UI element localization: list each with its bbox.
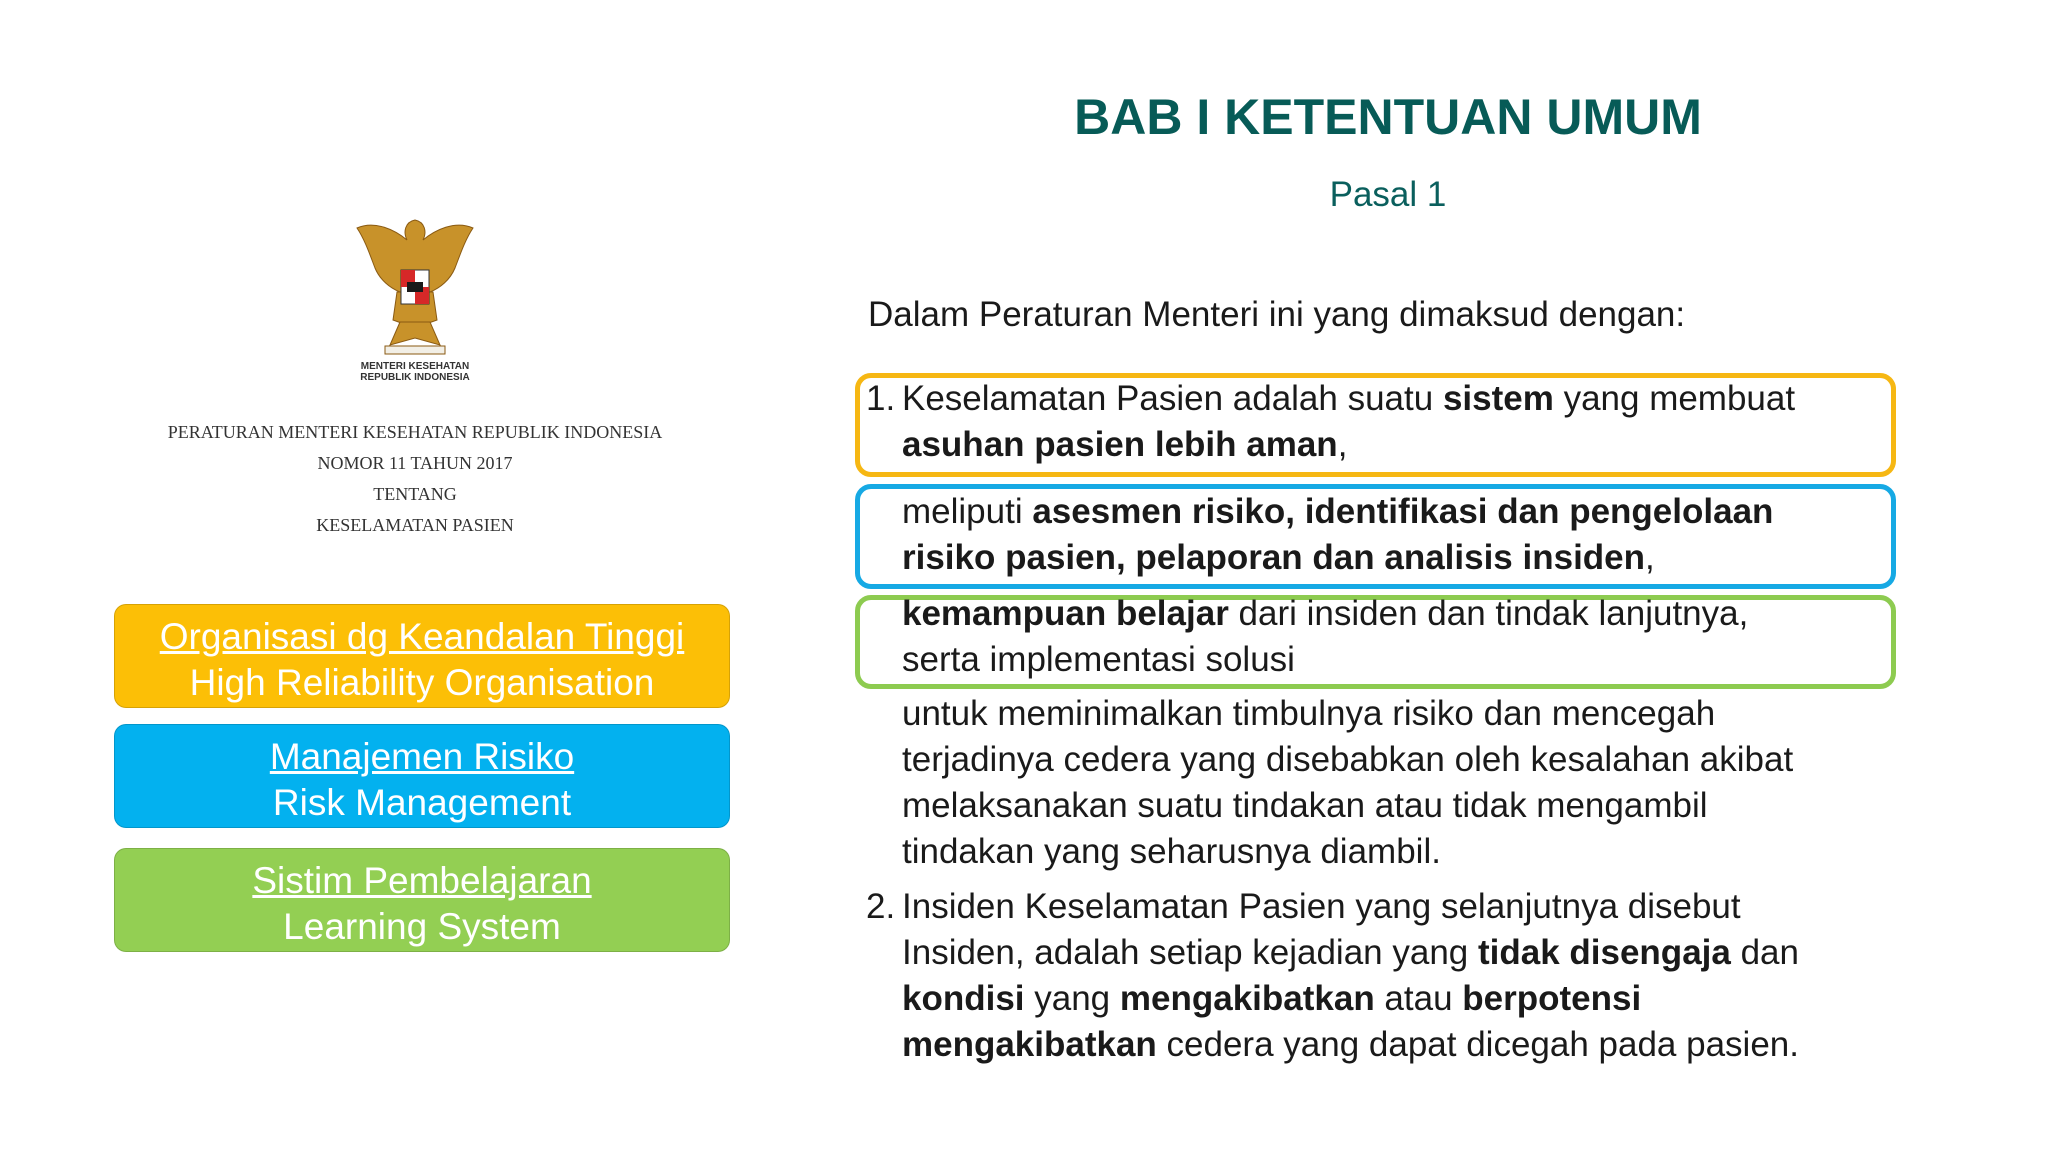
regulation-line1: PERATURAN MENTERI KESEHATAN REPUBLIK INDONESIA <box>167 422 663 442</box>
item1-line3 <box>902 489 1773 535</box>
item2-line3-d: atau <box>1374 979 1463 1018</box>
emblem-caption-line1: MENTERI KESEHATAN <box>360 361 470 372</box>
item1-line5 <box>902 591 1748 637</box>
item1-number: 1. <box>866 379 896 418</box>
item2-line2-c: dan <box>1730 933 1799 972</box>
item1-line1-c: yang membuat <box>1553 379 1796 418</box>
item2-number: 2. <box>866 887 896 926</box>
intro-text: Dalam Peraturan Menteri ini yang dimaksud dengan: <box>868 295 1686 334</box>
chapter-heading: BAB I KETENTUAN UMUM <box>1074 89 1702 145</box>
item1-line10: tindakan yang seharusnya diambil. <box>902 832 1441 871</box>
item1-line2-b: , <box>1337 425 1348 464</box>
item1-line5-a: kemampuan belajar <box>902 594 1229 633</box>
risk-management-box-english: Risk Management <box>272 782 572 823</box>
emblem-caption <box>300 361 530 383</box>
item1-line4 <box>902 535 1655 581</box>
item1-line3-a: meliputi <box>902 492 1033 531</box>
risk-management-box-indonesian[interactable]: Manajemen Risiko <box>269 736 575 777</box>
item2-line3-e: berpotensi <box>1462 979 1642 1018</box>
item1-line7: untuk meminimalkan timbulnya risiko dan mencegah <box>902 694 1716 733</box>
item1-line4-a: risiko pasien, pelaporan dan analisis insiden <box>902 538 1646 577</box>
hro-box-indonesian[interactable]: Organisasi dg Keandalan Tinggi <box>159 616 685 657</box>
item2-line3-b: yang <box>1024 979 1120 1018</box>
emblem-caption-line2: REPUBLIK INDONESIA <box>360 372 470 383</box>
risk-management-box <box>114 724 730 828</box>
hro-box-english: High Reliability Organisation <box>189 662 655 703</box>
item2-line4 <box>902 1022 1799 1068</box>
learning-system-box-english: Learning System <box>283 906 561 947</box>
item1-line2 <box>902 422 1347 468</box>
item1-line1-b: sistem <box>1442 379 1554 418</box>
hro-box <box>114 604 730 708</box>
item1-line1 <box>902 376 1795 422</box>
item2-line2-b: tidak disengaja <box>1477 933 1731 972</box>
item1-line4-b: , <box>1645 538 1655 577</box>
item2-line2-a: Insiden, adalah setiap kejadian yang <box>902 933 1478 972</box>
item2-line3-c: mengakibatkan <box>1119 979 1375 1018</box>
item2-line3 <box>902 976 1641 1022</box>
regulation-line2: NOMOR 11 TAHUN 2017 <box>317 453 513 473</box>
item1-line5-b: dari insiden dan tindak lanjutnya, <box>1228 594 1749 633</box>
item2-line2 <box>902 930 1799 976</box>
item1-line1-a: Keselamatan Pasien adalah suatu <box>902 379 1443 418</box>
item1-line9: melaksanakan suatu tindakan atau tidak mengambil <box>902 786 1708 825</box>
learning-system-box-indonesian[interactable]: Sistim Pembelajaran <box>252 860 592 901</box>
item1-line8: terjadinya cedera yang disebabkan oleh kesalahan akibat <box>902 740 1794 779</box>
item1-line6: serta implementasi solusi <box>902 640 1295 679</box>
item1-line3-b: asesmen risiko, identifikasi dan pengelolaan <box>1032 492 1774 531</box>
garuda-emblem-icon <box>345 210 485 360</box>
item2-line4-a: mengakibatkan <box>902 1025 1157 1064</box>
article-heading: Pasal 1 <box>1329 175 1447 214</box>
learning-system-box <box>114 848 730 952</box>
item2-line3-a: kondisi <box>902 979 1025 1018</box>
item1-line2-a: asuhan pasien lebih aman <box>902 425 1338 464</box>
item2-line1: Insiden Keselamatan Pasien yang selanjutnya disebut <box>902 887 1741 926</box>
regulation-line4: KESELAMATAN PASIEN <box>316 515 514 535</box>
regulation-title <box>100 417 730 541</box>
regulation-line3: TENTANG <box>373 484 457 504</box>
item2-line4-b: cedera yang dapat dicegah pada pasien. <box>1156 1025 1799 1064</box>
